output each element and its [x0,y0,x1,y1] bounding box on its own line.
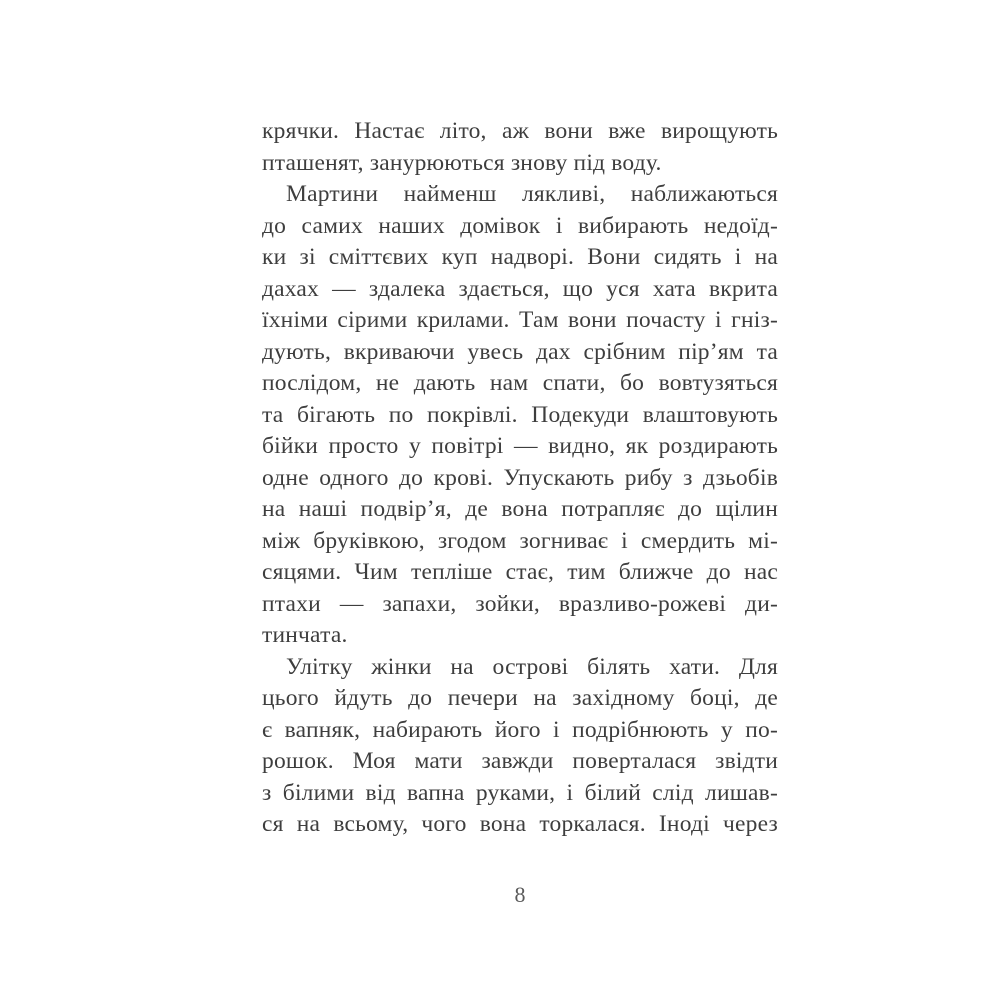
text-line: є вапняк, набирають його і подрібнюють у по- [262,716,778,743]
text-line: ся на всьому, чого вона торкалася. Іноді через [262,811,778,837]
text-line: крячки. Настає літо, аж вони вже вирощують [262,118,778,144]
text-line: з білими від вапна руками, і білий слід лишав- [262,779,778,806]
text-line: до самих наших домівок і вибирають недоїд- [262,212,778,239]
page-text [262,116,778,841]
text-line: тинчата. [262,622,348,648]
text-line: птахи — запахи, зойки, вразливо-рожеві ди- [262,590,778,617]
text-line: на наші подвір’я, де вона потрапляє до щілин [262,496,778,522]
text-line: послідом, не дають нам спати, бо вовтузяться [262,370,778,396]
text-line: між бруківкою, згодом зогниває і смердить мі- [262,527,778,554]
text-line: Мартини найменш лякливі, наближаються [286,181,778,207]
text-line: сяцями. Чим тепліше стає, тим ближче до нас [262,559,778,585]
text-line: пташенят, занурюються знову під воду. [262,149,662,176]
text-line: цього йдуть до печери на західному боці, де [262,685,778,711]
text-line: ки зі сміттєвих куп надворі. Вони сидять і на [262,244,778,270]
text-line: дахах — здалека здається, що уся хата вкрита [262,275,778,302]
text-line: бійки просто у повітрі — видно, як роздирають [262,433,778,459]
text-line: їхніми сірими крилами. Там вони почасту і гніз- [262,307,778,333]
text-line: рошок. Моя мати завжди поверталася звідти [262,748,778,774]
text-line: одне одного до крові. Упускають рибу з дзьобів [262,464,778,491]
text-line: дують, вкриваючи увесь дах срібним пір’ям та [262,338,778,365]
text-line: та бігають по покрівлі. Подекуди влаштовують [262,401,778,428]
page-number: 8 [514,882,526,907]
text-line: Улітку жінки на острові білять хати. Для [286,653,778,680]
